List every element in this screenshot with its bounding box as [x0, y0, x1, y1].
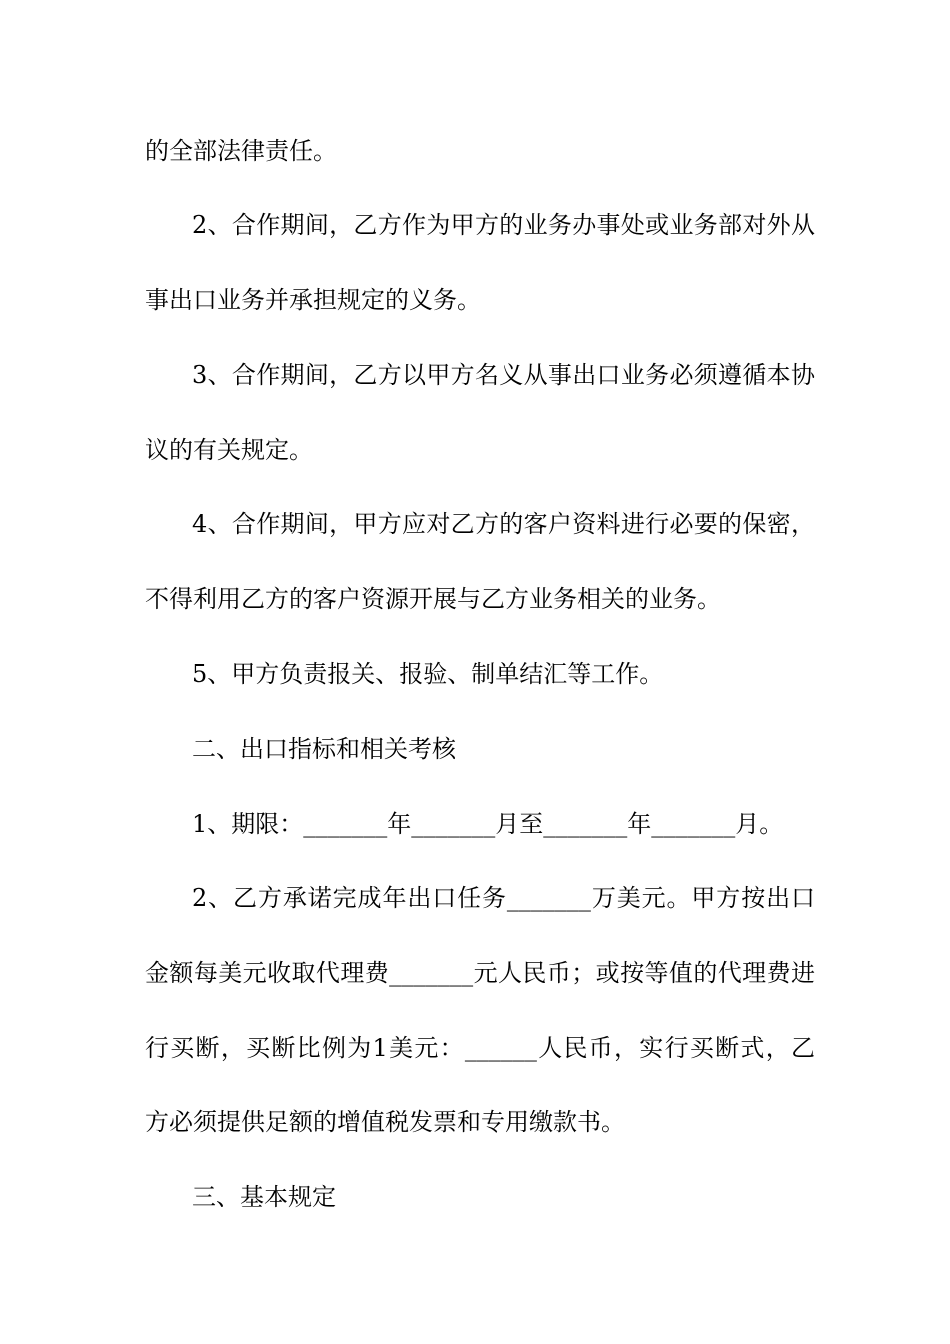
period-clause: 1、期限：_______年_______月至_______年_______月。 — [192, 810, 784, 838]
text-line-continuation: 的全部法律责任。 — [145, 137, 337, 165]
clause-2-line-2: 事出口业务并承担规定的义务。 — [145, 286, 481, 314]
export-task-line-1: 2、乙方承诺完成年出口任务_______万美元。甲方按出口 — [192, 884, 815, 912]
clause-4-line-2: 不得利用乙方的客户资源开展与乙方业务相关的业务。 — [145, 585, 721, 613]
clause-5: 5、甲方负责报关、报验、制单结汇等工作。 — [192, 660, 664, 688]
export-task-line-2: 金额每美元收取代理费_______元人民币；或按等值的代理费进 — [145, 959, 815, 987]
section-2-heading: 二、出口指标和相关考核 — [192, 735, 456, 763]
clause-3-line-2: 议的有关规定。 — [145, 436, 313, 464]
section-3-heading: 三、基本规定 — [192, 1183, 336, 1211]
export-task-line-3: 行买断，买断比例为1美元：______人民币，实行买断式，乙 — [145, 1034, 815, 1062]
clause-2-line-1: 2、合作期间，乙方作为甲方的业务办事处或业务部对外从 — [192, 211, 815, 239]
export-task-line-4: 方必须提供足额的增值税发票和专用缴款书。 — [145, 1108, 625, 1136]
clause-3-line-1: 3、合作期间，乙方以甲方名义从事出口业务必须遵循本协 — [192, 361, 815, 389]
clause-4-line-1: 4、合作期间，甲方应对乙方的客户资料进行必要的保密， — [192, 510, 815, 538]
